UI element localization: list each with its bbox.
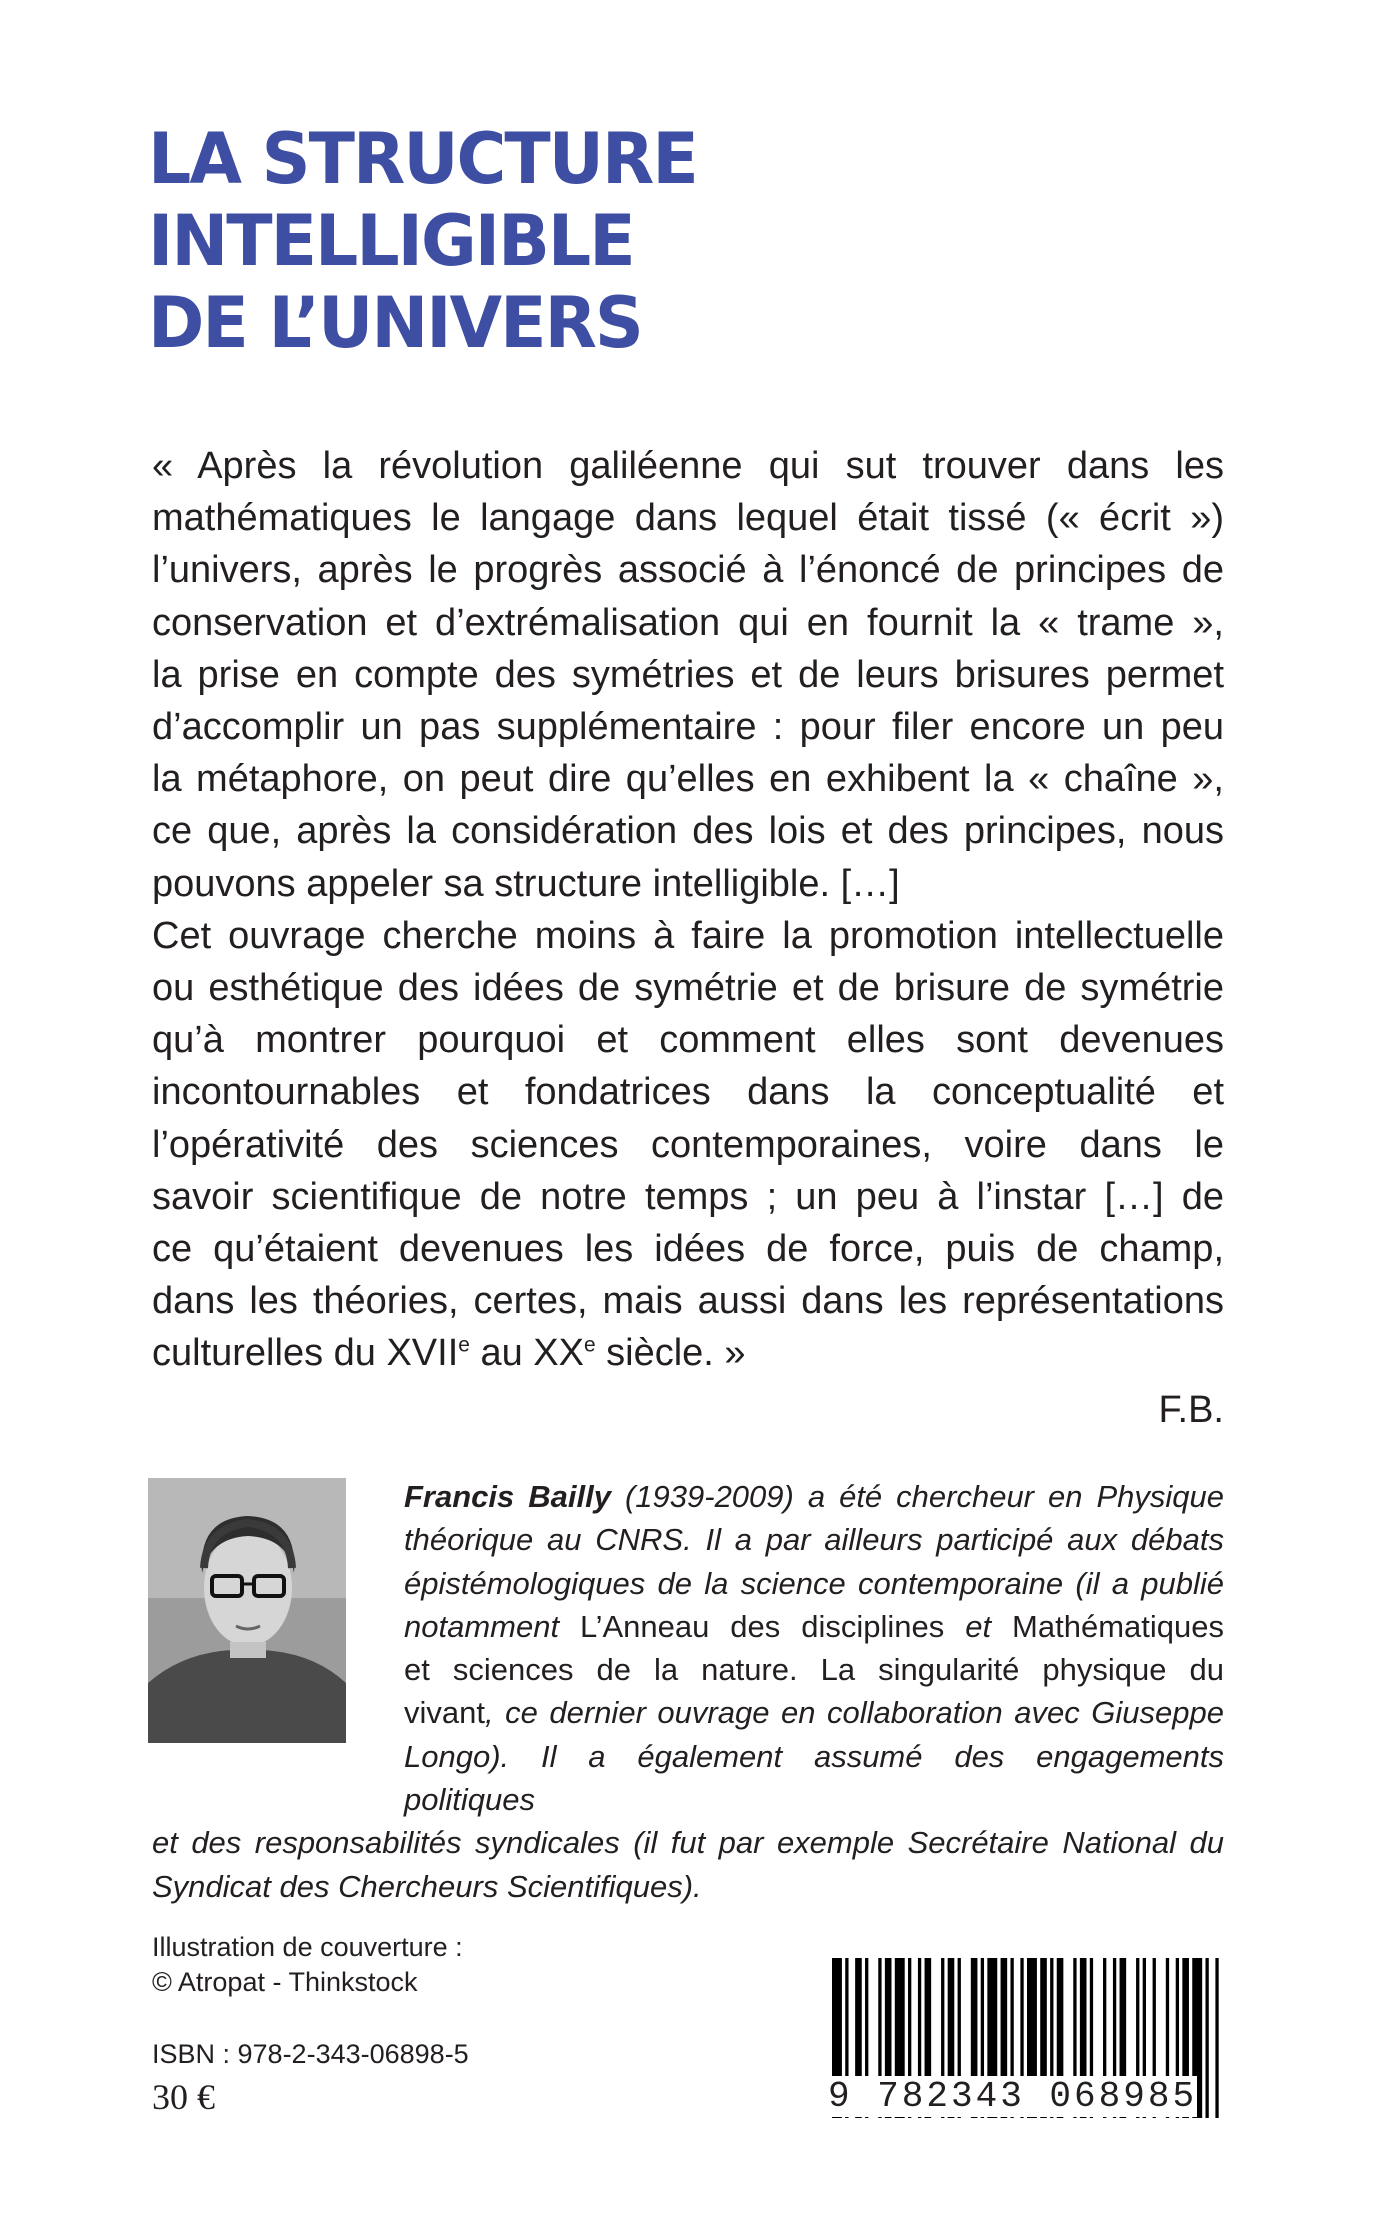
- title-line-2: INTELLIGIBLE: [148, 200, 634, 282]
- author-name: Francis Bailly: [404, 1479, 611, 1514]
- blurb-line: mathématiques le langage dans lequel était tissé (« écrit »): [152, 497, 1224, 540]
- blurb-line: « Après la révolution galiléenne qui sut trouver dans les: [152, 445, 1224, 487]
- bio-line: [152, 1475, 1224, 1518]
- isbn: ISBN : 978-2-343-06898-5: [152, 2039, 469, 2069]
- bio-text: , ce dernier ouvrage en collaboration avec Giuseppe: [484, 1695, 1224, 1731]
- bio-line: et des responsabilités syndicales (il fut par exemple Secrétaire National du: [152, 1825, 1224, 1861]
- blurb-line: l’univers, après le progrès associé à l’énoncé de principes de: [152, 549, 1224, 592]
- blurb-line: dans les théories, certes, mais aussi dans les représentations: [152, 1280, 1224, 1323]
- blurb-last-line: [152, 1327, 1224, 1379]
- bio-text: et: [944, 1608, 1013, 1644]
- blurb-line: la métaphore, on peut dire qu’elles en exhibent la « chaîne »,: [152, 758, 1224, 801]
- book-reference: vivant: [404, 1695, 485, 1731]
- bio-text: notamment: [404, 1608, 581, 1644]
- blurb-line: d’accomplir un pas supplémentaire : pour filer encore un peu: [152, 706, 1224, 749]
- blurb-text: siècle. »: [595, 1332, 746, 1375]
- barcode-bar: [1205, 1958, 1208, 2118]
- superscript: e: [583, 1333, 596, 1357]
- blurb-line: ou esthétique des idées de symétrie et de brisure de symétrie: [152, 967, 1224, 1010]
- blurb-line: ce qu’étaient devenues les idées de force, puis de champ,: [152, 1228, 1224, 1271]
- title-line-3: DE L’UNIVERS: [148, 282, 642, 364]
- blurb-line: ce que, après la considération des lois et des principes, nous: [152, 810, 1224, 853]
- book-title: [148, 118, 697, 364]
- blurb-line: Cet ouvrage cherche moins à faire la promotion intellectuelle: [152, 914, 1224, 957]
- blurb-line: la prise en compte des symétries et de leurs brisures permet: [152, 653, 1224, 696]
- blurb-line: conservation et d’extrémalisation qui en fournit la « trame »,: [152, 601, 1224, 644]
- cover-credits: [152, 1930, 463, 2000]
- title-line-1: LA STRUCTURE: [148, 118, 697, 200]
- bio-line: Syndicat des Chercheurs Scientifiques).: [152, 1868, 702, 1904]
- blurb-text: au XX: [469, 1332, 584, 1375]
- blurb-signature: F.B.: [1158, 1389, 1224, 1431]
- back-cover-blurb: [152, 440, 1224, 1380]
- blurb-line: savoir scientifique de notre temps ; un peu à l’instar […] de: [152, 1175, 1224, 1218]
- credits-label: Illustration de couverture :: [152, 1932, 463, 1962]
- barcode-digits: 9 782343 068985: [828, 2076, 1198, 2117]
- book-reference: Mathématiques: [1012, 1608, 1224, 1644]
- blurb-line: l’opérativité des sciences contemporaines, voire dans le: [152, 1123, 1224, 1166]
- blurb-text: culturelles du XVII: [152, 1332, 459, 1375]
- price: 30 €: [152, 2077, 215, 2117]
- bio-line: épistémologiques de la science contemporaine (il a publié: [404, 1565, 1224, 1601]
- author-bio: [152, 1475, 1224, 1908]
- credits-source: © Atropat - Thinkstock: [152, 1967, 418, 1997]
- bio-text: (1939-2009) a été chercheur en Physique: [610, 1479, 1224, 1514]
- blurb-line: incontournables et fondatrices dans la conceptualité et: [152, 1071, 1224, 1114]
- barcode-bar: [1215, 1958, 1218, 2118]
- book-reference: L’Anneau des disciplines: [580, 1608, 945, 1644]
- bio-line: Longo). Il a également assumé des engagements politiques: [404, 1738, 1224, 1818]
- blurb-line: pouvons appeler sa structure intelligible. […]: [152, 862, 900, 905]
- bio-line: et sciences de la nature. La singularité physique du: [404, 1652, 1224, 1688]
- blurb-line: qu’à montrer pourquoi et comment elles sont devenues: [152, 1019, 1224, 1062]
- bio-line: [152, 1691, 1224, 1734]
- superscript: e: [458, 1333, 470, 1357]
- bio-line: théorique au CNRS. Il a par ailleurs participé aux débats: [404, 1522, 1224, 1558]
- bio-line: [152, 1605, 1224, 1648]
